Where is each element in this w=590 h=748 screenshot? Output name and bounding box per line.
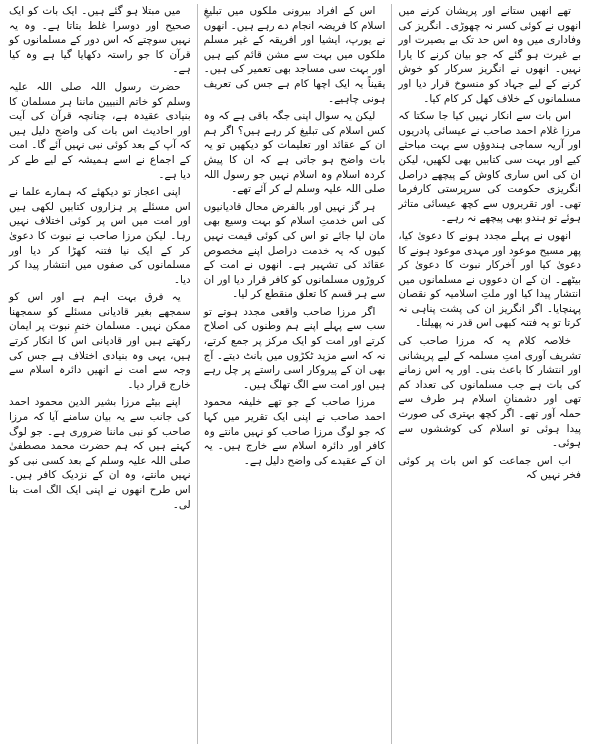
column-middle [198,4,393,744]
paragraph: حضرت رسول اللہ صلی اللہ علیہ وسلم کو خاتم النبیین ماننا ہر مسلمان کا بنیادی عقیدہ ہے، چنانچہ قرآن کی آیت اور احادیث اس بات کی واضح دلیل ہیں کہ آپ کے بعد کوئی نبی نہیں آئے گا۔ امت کے اجماع نے اسے ہمیشہ کے لیے طے کر دیا ہے۔ [9,80,191,181]
paragraph: تھے انھیں ستانے اور پریشان کرنے میں انھوں نے کوئی کسر نہ چھوڑی۔ انگریز کی وفاداری میں وہ اس حد تک بے بصیرت اور بے غیرت ہو گئے کہ جو بیان کرنے کا یارا نہیں۔ انھوں نے انگریز سرکار کو خوش کرنے کے لیے جہاد کو منسوخ قرار دیا اور مسلمانوں کے خلاف کھل کر کام کیا۔ [398,5,581,105]
paragraph: اس کے افراد بیرونی ملکوں میں تبلیغِ اسلام کا فریضہ انجام دے رہے ہیں۔ انھوں نے یورپ، ایشیا اور افریقہ کے غیر مسلم ملکوں میں بہت سے مشن قائم کیے ہیں اور بہت سی مساجد بھی تعمیر کی ہیں۔ یقیناً یہ ایک اچھا کام ہے جس کی تعریف ہونی چاہیے۔ [203,5,386,105]
paragraph: یہ فرق بہت اہم ہے اور اس کو سمجھے بغیر قادیانی مسئلے کو سمجھنا ممکن نہیں۔ مسلمان ختمِ نبوت پر ایمان رکھتے ہیں اور قادیانی اس کا انکار کرتے ہیں، یہی وہ بنیادی اختلاف ہے جس کی وجہ سے امت نے انھیں دائرہ اسلام سے خارج قرار دیا۔ [9,291,191,391]
column-left [3,4,198,744]
paragraph: اب اس جماعت کو اس بات پر کوئی فخر نہیں کہ [398,454,581,482]
paragraph: مرزا صاحب کے جو تھے خلیفہ محمود احمد صاحب نے اپنی ایک تقریر میں کہا کہ جو لوگ مرزا صاحب کو نہیں مانتے وہ کافر اور دائرہ اسلام سے خارج ہیں۔ یہ ان کے عقیدے کی واضح دلیل ہے۔ [203,396,386,467]
paragraph: انھوں نے پہلے مجدد ہونے کا دعویٰ کیا، پھر مسیح موعود اور مہدی موعود ہونے کا دعویٰ کیا اور آخرکار نبوت کا دعویٰ کر بیٹھے۔ ان کے ان دعووں نے مسلمانوں میں انتشار پیدا کیا اور ملتِ اسلامیہ کو نقصان پہنچایا۔ اگر انگریز ان کی پشت پناہی نہ کرتا تو یہ فتنہ کبھی اس قدر نہ پھیلتا۔ [398,229,581,330]
paragraph: لیکن یہ سوال اپنی جگہ باقی ہے کہ وہ کس اسلام کی تبلیغ کر رہے ہیں؟ اگر ہم ان کے عقائد اور تعلیمات کو دیکھیں تو یہ بات واضح ہو جاتی ہے کہ ان کا پیش کردہ اسلام وہ اسلام نہیں جو رسول اللہ صلی اللہ علیہ وسلم لے کر آئے تھے۔ [203,110,386,196]
paragraph: اس بات سے انکار نہیں کیا جا سکتا کہ مرزا غلام احمد صاحب نے عیسائی پادریوں اور آریہ سماجی ہندوؤں سے بہت مباحثے کیے اور بہت سی کتابیں بھی لکھیں، لیکن ان کی اس ساری کاوش کے پیچھے دراصل انگریزی حکومت کی سرپرستی کارفرما تھی۔ اور تقریروں سے کچھ عیسائی متاثر ہوئے تو ہندو بھی پیچھے نہ رہے۔ [398,110,581,225]
paragraph: ہر گز نہیں اور بالفرض محال قادیانیوں کی اس خدمتِ اسلام کو بہت وسیع بھی مان لیا جائے تو اس کی کوئی قیمت نہیں کیوں کہ یہ خدمت دراصل اپنے مخصوص عقائد کی تشہیر ہے۔ انھوں نے امت کے کروڑوں مسلمانوں کو کافر قرار دیا اور ان سے ہر قسم کا تعلق منقطع کر لیا۔ [203,200,386,301]
paragraph: اپنے بیٹے مرزا بشیر الدین محمود احمد کی جانب سے یہ بیان سامنے آیا کہ مرزا صاحب کو نبی ماننا ضروری ہے۔ جو لوگ کہتے ہیں کہ ہم حضرت محمد مصطفیٰ صلی اللہ علیہ وسلم کے بعد کسی نبی کو نہیں مانتے، وہ ان کے نزدیک کافر ہیں۔ اس طرح انھوں نے اپنی ایک الگ امت بنا لی۔ [9,396,191,511]
paragraph: خلاصہ کلام یہ کہ مرزا صاحب کی تشریف آوری امتِ مسلمہ کے لیے پریشانی اور انتشار کا باعث بنی۔ اور یہ اس زمانے کی بات ہے جب مسلمانوں کی تعداد کم تھی اور دشمنانِ اسلام ہر طرف سے حملہ آور تھے۔ اگر کچھ بہتری کی صورت پیدا ہوئی تو اسلام کی کوششوں سے ہوئی۔ [398,335,581,450]
column-right [392,4,587,744]
paragraph: اگر مرزا صاحب واقعی مجدد ہوتے تو سب سے پہلے اپنے ہم وطنوں کی اصلاح کرتے اور امت کو ایک مرکز پر جمع کرتے، نہ کہ اسے مزید ٹکڑوں میں بانٹ دیتے۔ آج بھی ان کے پیروکار اسی راستے پر چل رہے ہیں اور امت سے الگ تھلگ ہیں۔ [203,305,386,391]
paragraph: میں مبتلا ہو گئے ہیں۔ ایک بات کو ایک صحیح اور دوسرا غلط بتاتا ہے۔ وہ یہ نہیں سوچتے کہ اس دور کے مسلمانوں کو قرآن کا جو راستہ دکھایا گیا ہے وہ کیا ہے۔ [9,5,191,76]
paragraph: اپنی اعجاز تو دیکھئے کہ ہمارے علما نے اس مسئلے پر ہزاروں کتابیں لکھی ہیں اور امت میں اس پر کوئی اختلاف نہیں رہا۔ لیکن مرزا صاحب نے نبوت کا دعویٰ کر کے ایک نیا فتنہ کھڑا کر دیا اور مسلمانوں کی صفوں میں انتشار پیدا کر دیا۔ [9,186,191,286]
